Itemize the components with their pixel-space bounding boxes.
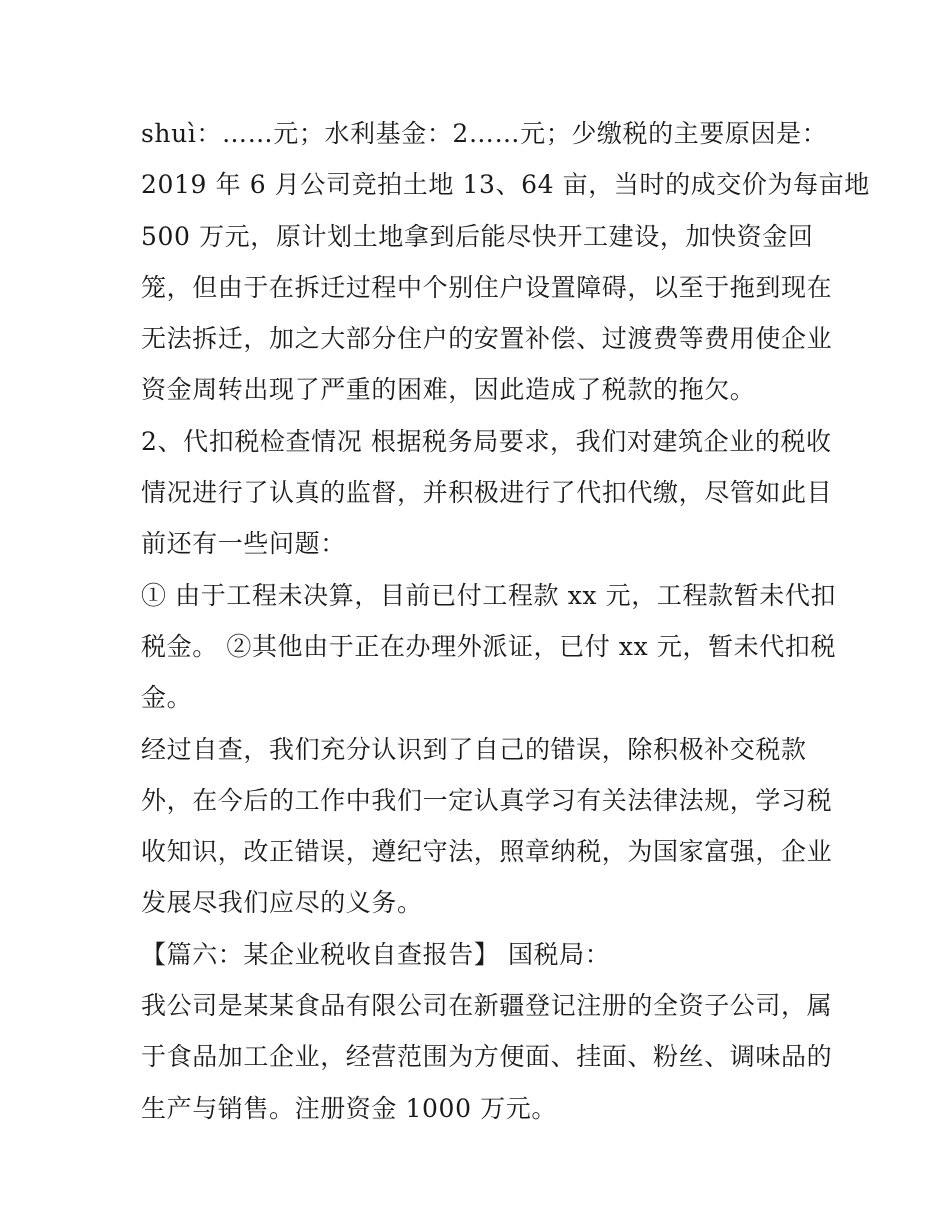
section-heading-line: 2、代扣税检查情况 根据税务局要求，我们对建筑企业的税收 [141,426,832,456]
text-line: 资金周转出现了严重的困难，因此造成了税款的拖欠。 [141,375,756,405]
list-item-line: 税金。 ②其他由于正在办理外派证，已付 xx 元，暂未代扣税 [141,631,837,661]
text-line: shuì：……元；水利基金：2……元；少缴税的主要原因是： [141,119,828,148]
text-line: 发展尽我们应尽的义务。 [141,888,423,918]
text-line: 我公司是某某食品有限公司在新疆登记注册的全资子公司，属 [141,991,833,1021]
text-line: 笼，但由于在拆迁过程中个别住户设置障碍，以至于拖到现在 [141,272,833,302]
text-line: 外，在今后的工作中我们一定认真学习有关法律法规，学习税 [141,785,833,815]
text-line: 2019 年 6 月公司竞拍土地 13、64 亩，当时的成交价为每亩地 [141,170,870,200]
text-line: 金。 [141,683,193,713]
text-line: 生产与销售。注册资金 1000 万元。 [141,1093,557,1123]
list-item-line: ① 由于工程未决算，目前已付工程款 xx 元，工程款暂未代扣 [141,580,837,610]
text-line: 无法拆迁，加之大部分住户的安置补偿、过渡费等费用使企业 [141,324,833,354]
text-line: 于食品加工企业，经营范围为方便面、挂面、粉丝、调味品的 [141,1042,833,1072]
text-line: 收知识，改正错误，遵纪守法，照章纳税，为国家富强，企业 [141,837,833,867]
text-line: 前还有一些问题： [141,529,346,559]
text-line: 经过自查，我们充分认识到了自己的错误，除积极补交税款 [141,734,807,764]
document-body [141,108,870,1134]
text-line: 500 万元，原计划土地拿到后能尽快开工建设，加快资金回 [141,221,814,251]
section-title-line: 【篇六：某企业税收自查报告】 国税局： [141,939,611,969]
text-line: 情况进行了认真的监督，并积极进行了代扣代缴，尽管如此目 [141,478,833,508]
